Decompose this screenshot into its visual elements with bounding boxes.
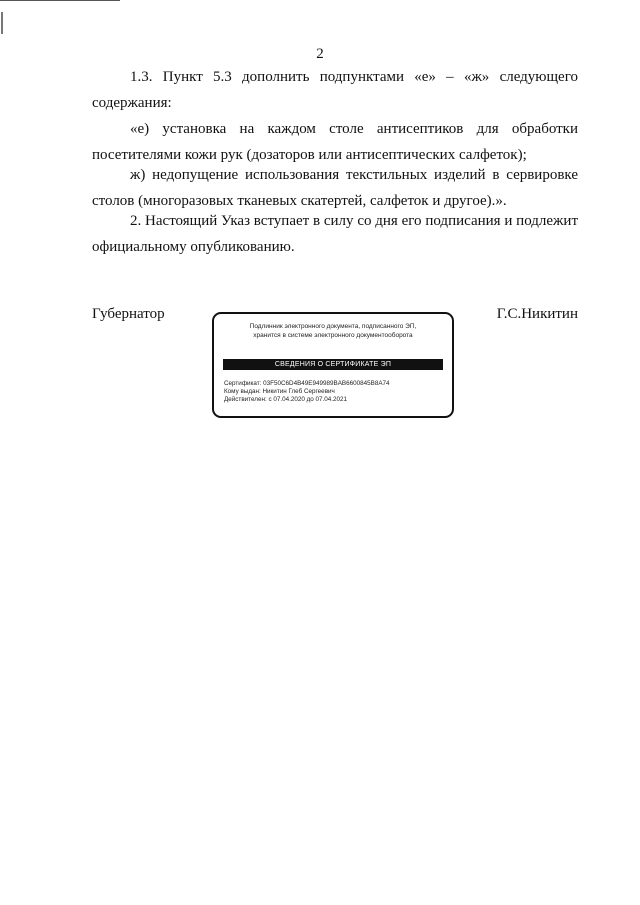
stamp-banner: СВЕДЕНИЯ О СЕРТИФИКАТЕ ЭП	[223, 359, 443, 370]
scan-artifact-mark	[1, 12, 3, 34]
scan-artifact-line	[0, 0, 120, 1]
stamp-header-line: Подлинник электронного документа, подписанного ЭП,	[249, 323, 417, 330]
stamp-issued-to: Кому выдан: Никитин Глеб Сергеевич	[224, 388, 335, 395]
paragraph-2: 2. Настоящий Указ вступает в силу со дня его подписания и подлежит официальному опубликованию.	[92, 213, 578, 255]
page-number: 2	[316, 46, 324, 62]
stamp-header	[214, 323, 452, 340]
stamp-validity: Действителен: с 07.04.2020 до 07.04.2021	[224, 396, 348, 403]
paragraph-item-zh: ж) недопущение использования текстильных изделий в сервировке столов (многоразовых тканевых скатертей, салфеток и другое).».	[92, 167, 578, 209]
stamp-header-line: хранится в системе электронного документооборота	[253, 331, 413, 339]
stamp-certificate: Сертификат: 03F50C6D4B49E949989BAB6600845B8A74	[224, 380, 390, 387]
paragraph-1-3: 1.3. Пункт 5.3 дополнить подпунктами «е» – «ж» следующего содержания:	[92, 69, 578, 111]
electronic-signature-stamp	[212, 312, 454, 418]
stamp-details	[224, 380, 390, 404]
paragraph-item-e: «е) установка на каждом столе антисептиков для обработки посетителями кожи рук (дозаторов или антисептических салфеток);	[92, 121, 578, 163]
signatory-name: Г.С.Никитин	[496, 306, 578, 322]
signatory-position: Губернатор	[92, 306, 165, 322]
